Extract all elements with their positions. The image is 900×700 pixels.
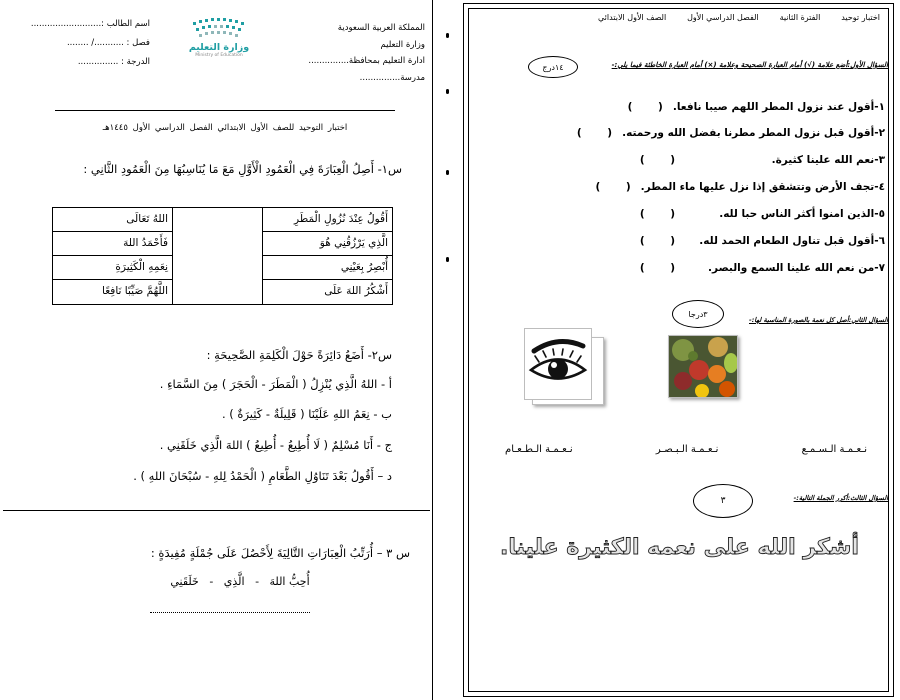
school-info-header <box>285 20 425 86</box>
question-2-item: ب - نِعَمُ اللهِ عَلَيْنَا ( قَلِيلَةٌ - كَثِيرَةٌ ) . <box>221 407 392 421</box>
matching-cell: اللَّهُمَّ صَيِّبًا نَافِعًا <box>102 285 168 297</box>
true-false-item <box>628 101 885 113</box>
fruits-vegetables-icon <box>669 336 738 398</box>
header-subject: اختبار توحيد <box>841 13 880 22</box>
right-question-3-title: السؤال الثالث:أكرر الجملة التالية:- <box>793 494 888 502</box>
right-question-2-title: السؤال الثاني:أصل كل نعمة بالصورة المناسبة لها:- <box>749 316 888 324</box>
student-name-field: اسم الطالب :.......................... <box>30 19 150 29</box>
margin-mark <box>446 170 449 175</box>
header-divider <box>55 110 395 111</box>
answer-dotted-line <box>150 612 310 613</box>
exam-title: اختبار التوحيد للصف الأول الابتدائي الفصل الدراسي الأول ١٤٤٥هـ <box>102 123 348 133</box>
matching-cell: نِعَمِهِ الْكَثِيرَةِ <box>53 256 172 280</box>
item-statement: ٣-نعم الله علينا كثيرة. <box>771 154 885 166</box>
question-2-item: ج - أَنَا مُسْلِمٌ ( لَا أُطِيعُ - أُطِيعُ ) اللهَ الَّذِي خَلَقَنِي . <box>159 438 392 452</box>
ministry-of-education-logo-icon <box>183 16 255 42</box>
question-3-title: س ٣ – أُرَتِّبُ الْعِبَارَاتِ التَّالِيَةَ لِأَحْصُلَ عَلَى جُمْلَةٍ مُفِيدَةٍ : <box>150 546 410 560</box>
student-grade-field: الدرجة : ............... <box>77 57 150 67</box>
school-line: مدرسة............... <box>359 72 425 83</box>
answer-parentheses: ( ) <box>639 154 675 166</box>
matching-cell: أَشْكُرُ اللهَ عَلَى <box>324 285 388 297</box>
question-2-item: أ - اللهُ الَّذِي يُنْزِلُ ( الْمَطَرَ - الْحَجَرَ ) مِنَ السَّمَاءِ . <box>159 377 392 391</box>
section-divider <box>3 510 430 511</box>
question-3-words: أُحِبُّ اللهَ - الَّذِي - خَلَقَنِي <box>170 575 310 588</box>
country-name: المملكة العربية السعودية <box>337 23 425 33</box>
answer-parentheses: ( ) <box>639 262 675 274</box>
matching-column-two <box>53 208 173 304</box>
question-2-title: س٢- أَضَعُ دَائِرَةً حَوْلَ الْكَلِمَةِ الصَّحِيحَةِ : <box>206 348 392 362</box>
q2-score-oval: ٣درجا <box>672 300 724 328</box>
matching-cell: أُبْصِرُ بِعَيْنِي <box>263 256 392 280</box>
item-statement: ٧-من نعم الله علينا السمع والبصر. <box>708 262 885 274</box>
margin-mark <box>446 89 449 94</box>
student-info <box>18 15 150 72</box>
answer-parentheses: ( ) <box>627 101 663 113</box>
answer-parentheses: ( ) <box>639 235 675 247</box>
item-statement: ١-أقول عند نزول المطر اللهم صيبا نافعا. <box>672 101 885 113</box>
answer-parentheses: ( ) <box>595 181 631 193</box>
matching-cell: اللهُ تَعَالَى <box>53 208 172 232</box>
eye-image <box>524 328 592 400</box>
true-false-item <box>640 262 885 274</box>
item-statement: ٦-أقول قبل تناول الطعام الحمد لله. <box>699 235 885 247</box>
blessing-labels <box>505 444 867 455</box>
matching-cell: الَّذِي يَرْزُقُنِي هُوَ <box>263 232 392 256</box>
matching-cell: أَقُولُ عِنْدَ نُزُولِ الْمَطَرِ <box>263 208 392 232</box>
answer-parentheses: ( ) <box>639 208 675 220</box>
item-statement: ٢-أقول قبل نزول المطر مطرنا بفضل الله ورحمته. <box>622 127 885 139</box>
label-sight: نـعـمـة الـبـصـر <box>655 444 719 455</box>
right-question-1-title: السؤال الأول:أضع علامة (√) أمام العبارة الصحيحة وعلامة (×) أمام العبارة الخاطئة فيما يلي:- <box>611 61 888 69</box>
answer-parentheses: ( ) <box>576 127 613 139</box>
matching-cell: فَأَحْمَدُ اللهَ <box>53 232 172 256</box>
q1-score-oval: ١٤درج <box>528 56 578 78</box>
item-statement: ٤-تجف الأرض وتتشقق إذا نزل عليها ماء المطر. <box>640 181 885 193</box>
matching-table <box>52 207 393 305</box>
eye-icon <box>525 329 591 399</box>
true-false-item <box>577 127 885 139</box>
ministry-logo <box>183 16 255 59</box>
q3-score-oval: ٣ <box>693 484 753 518</box>
left-page-edge <box>432 0 433 700</box>
true-false-item <box>640 154 885 166</box>
header-period: الفترة الثانية <box>779 13 821 22</box>
true-false-item <box>640 235 885 247</box>
fruits-image <box>668 335 738 398</box>
label-hearing: نـعـمـة الـسـمـع <box>801 444 867 455</box>
true-false-item <box>595 181 885 193</box>
logo-arabic-text: وزارة التعليم <box>188 42 250 53</box>
question-1-title: س١- أَصِلُ الْعِبَارَةَ فِي الْعَمُودِ الْأَوَّلِ مَعَ مَا يُنَاسِبُهَا مِنَ الْعَمُودِ الثَّانِي : <box>83 162 402 176</box>
item-statement: ٥-الذين امنوا أكثر الناس حبا لله. <box>719 208 885 220</box>
margin-mark <box>446 257 449 262</box>
margin-mark <box>446 33 449 38</box>
header-grade: الصف الأول الابتدائي <box>598 13 667 22</box>
matching-column-one <box>262 208 392 304</box>
label-food: نـعـمـة الـطـعـام <box>505 444 573 455</box>
left-page <box>0 0 432 700</box>
ministry-name: وزارة التعليم <box>380 39 425 50</box>
right-page-header <box>598 13 880 22</box>
department-line: ادارة التعليم بمحافظة............... <box>308 56 425 66</box>
true-false-item <box>640 208 885 220</box>
logo-english-text: Ministry of Education <box>195 53 243 58</box>
question-2-item: د – أَقُولُ بَعْدَ تَنَاوُلِ الطَّعَامِ ( الْحَمْدُ لِلهِ - سُبْحَانَ اللهِ ) . <box>133 469 392 483</box>
student-class-field: فصل : .........../ ........ <box>66 38 150 48</box>
copy-sentence: أشكر الله على نعمه الكثيرة علينا. <box>500 535 859 560</box>
header-semester: الفصل الدراسي الأول <box>687 13 759 22</box>
